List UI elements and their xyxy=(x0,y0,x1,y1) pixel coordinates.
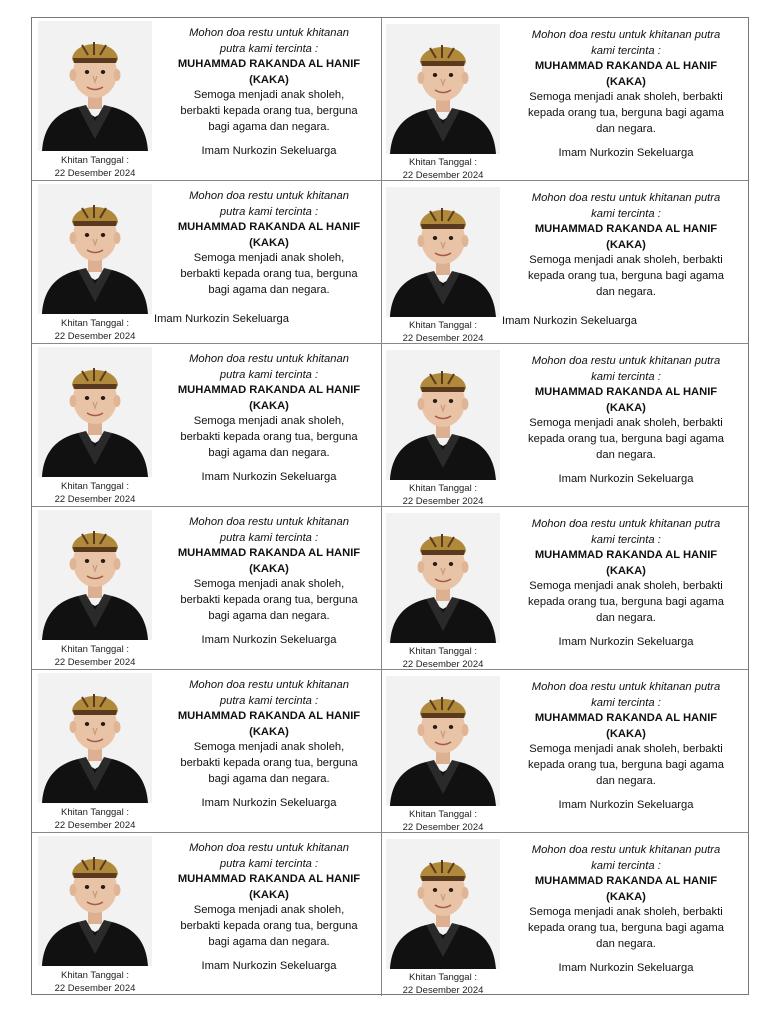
date-label: Khitan Tanggal : xyxy=(61,318,129,329)
child-name xyxy=(508,548,744,579)
card-row xyxy=(32,833,748,996)
child-portrait-icon xyxy=(386,24,500,154)
invitation-card-right xyxy=(382,18,748,180)
wish-text: Semoga menjadi anak sholeh, berbakti kepada orang tua, berguna bagi agama dan negara. xyxy=(528,580,724,624)
date-label: Khitan Tanggal : xyxy=(61,481,129,492)
child-full-name: MUHAMMAD RAKANDA AL HANIF xyxy=(177,873,361,886)
card-row xyxy=(32,507,748,670)
greeting-text: Mohon doa restu untuk khitanan putra kami tercinta : xyxy=(531,192,721,220)
child-portrait-icon xyxy=(38,21,152,151)
child-full-name: MUHAMMAD RAKANDA AL HANIF xyxy=(177,58,361,71)
date-value: 22 Desember 2024 xyxy=(54,657,136,668)
child-portrait-photo xyxy=(386,676,500,806)
greeting-text: Mohon doa restu untuk khitanan putra kami tercinta : xyxy=(531,29,721,57)
invitation-text xyxy=(154,189,378,328)
date-label: Khitan Tanggal : xyxy=(409,483,477,494)
child-nickname: (KAKA) xyxy=(606,727,646,740)
date-value: 22 Desember 2024 xyxy=(54,983,136,994)
circumcision-date xyxy=(386,156,500,182)
child-nickname: (KAKA) xyxy=(249,725,289,738)
greeting-text: Mohon doa restu untuk khitanan putra kami tercinta : xyxy=(189,842,349,870)
date-label: Khitan Tanggal : xyxy=(409,809,477,820)
date-value: 22 Desember 2024 xyxy=(54,820,136,831)
date-value: 22 Desember 2024 xyxy=(54,331,136,342)
invitation-sheet xyxy=(31,17,749,995)
child-portrait-photo xyxy=(38,836,152,966)
wish-text: Semoga menjadi anak sholeh, berbakti kepada orang tua, berguna bagi agama dan negara. xyxy=(528,254,724,298)
child-nickname: (KAKA) xyxy=(606,401,646,414)
child-portrait-photo xyxy=(38,21,152,151)
child-nickname: (KAKA) xyxy=(606,75,646,88)
family-signature: Imam Nurkozin Sekeluarga xyxy=(502,315,637,328)
child-name xyxy=(160,383,378,414)
child-portrait-icon xyxy=(386,513,500,643)
invitation-card-left xyxy=(32,833,382,996)
child-portrait-photo xyxy=(38,510,152,640)
wish-text: Semoga menjadi anak sholeh, berbakti kepada orang tua, berguna bagi agama dan negara. xyxy=(528,743,724,787)
child-nickname: (KAKA) xyxy=(606,890,646,903)
child-full-name: MUHAMMAD RAKANDA AL HANIF xyxy=(534,223,718,236)
child-full-name: MUHAMMAD RAKANDA AL HANIF xyxy=(534,386,718,399)
date-label: Khitan Tanggal : xyxy=(409,157,477,168)
child-name xyxy=(160,220,378,251)
date-value: 22 Desember 2024 xyxy=(402,985,484,996)
child-full-name: MUHAMMAD RAKANDA AL HANIF xyxy=(534,549,718,562)
invitation-text xyxy=(508,28,744,162)
child-portrait-photo xyxy=(38,673,152,803)
child-name xyxy=(508,711,744,742)
child-full-name: MUHAMMAD RAKANDA AL HANIF xyxy=(534,875,718,888)
child-portrait-photo xyxy=(386,839,500,969)
circumcision-date xyxy=(386,645,500,671)
wish-text: Semoga menjadi anak sholeh, berbakti kepada orang tua, berguna bagi agama dan negara. xyxy=(180,415,358,459)
child-full-name: MUHAMMAD RAKANDA AL HANIF xyxy=(177,710,361,723)
child-portrait-photo xyxy=(386,24,500,154)
circumcision-date xyxy=(38,806,152,832)
date-label: Khitan Tanggal : xyxy=(61,155,129,166)
child-full-name: MUHAMMAD RAKANDA AL HANIF xyxy=(177,221,361,234)
child-name xyxy=(508,385,744,416)
child-nickname: (KAKA) xyxy=(606,238,646,251)
wish-text: Semoga menjadi anak sholeh, berbakti kepada orang tua, berguna bagi agama dan negara. xyxy=(180,741,358,785)
child-name xyxy=(508,874,744,905)
greeting-text: Mohon doa restu untuk khitanan putra kami tercinta : xyxy=(189,353,349,381)
child-portrait-icon xyxy=(386,839,500,969)
child-portrait-icon xyxy=(38,673,152,803)
circumcision-date xyxy=(38,154,152,180)
invitation-card-right xyxy=(382,344,748,506)
family-signature: Imam Nurkozin Sekeluarga xyxy=(558,473,694,486)
child-portrait-icon xyxy=(38,510,152,640)
date-value: 22 Desember 2024 xyxy=(402,170,484,181)
child-portrait-photo xyxy=(38,184,152,314)
date-value: 22 Desember 2024 xyxy=(54,168,136,179)
child-name xyxy=(160,57,378,88)
invitation-card-left xyxy=(32,507,382,669)
invitation-text xyxy=(508,354,744,488)
child-portrait-icon xyxy=(386,676,500,806)
date-value: 22 Desember 2024 xyxy=(54,494,136,505)
wish-text: Semoga menjadi anak sholeh, berbakti kepada orang tua, berguna bagi agama dan negara. xyxy=(528,906,724,950)
child-portrait-icon xyxy=(38,836,152,966)
child-name xyxy=(160,872,378,903)
family-signature: Imam Nurkozin Sekeluarga xyxy=(558,799,694,812)
invitation-card-right xyxy=(382,833,748,996)
greeting-text: Mohon doa restu untuk khitanan putra kami tercinta : xyxy=(531,844,721,872)
child-nickname: (KAKA) xyxy=(249,562,289,575)
circumcision-date xyxy=(38,317,152,343)
family-signature: Imam Nurkozin Sekeluarga xyxy=(558,147,694,160)
date-label: Khitan Tanggal : xyxy=(409,646,477,657)
greeting-text: Mohon doa restu untuk khitanan putra kami tercinta : xyxy=(189,190,349,218)
greeting-text: Mohon doa restu untuk khitanan putra kami tercinta : xyxy=(189,27,349,55)
card-row xyxy=(32,181,748,344)
date-value: 22 Desember 2024 xyxy=(402,333,484,344)
circumcision-date xyxy=(386,319,500,345)
child-portrait-icon xyxy=(386,187,500,317)
circumcision-date xyxy=(386,482,500,508)
invitation-text xyxy=(160,841,378,975)
child-full-name: MUHAMMAD RAKANDA AL HANIF xyxy=(177,547,361,560)
family-signature: Imam Nurkozin Sekeluarga xyxy=(201,634,337,647)
date-value: 22 Desember 2024 xyxy=(402,822,484,833)
invitation-text xyxy=(508,843,744,977)
invitation-text xyxy=(160,678,378,812)
family-signature: Imam Nurkozin Sekeluarga xyxy=(558,636,694,649)
circumcision-date xyxy=(386,808,500,834)
wish-text: Semoga menjadi anak sholeh, berbakti kepada orang tua, berguna bagi agama dan negara. xyxy=(180,89,358,133)
circumcision-date xyxy=(38,480,152,506)
child-portrait-photo xyxy=(386,350,500,480)
family-signature: Imam Nurkozin Sekeluarga xyxy=(201,797,337,810)
wish-text: Semoga menjadi anak sholeh, berbakti kepada orang tua, berguna bagi agama dan negara. xyxy=(180,904,358,948)
invitation-text xyxy=(502,191,744,330)
invitation-text xyxy=(508,680,744,814)
circumcision-date xyxy=(386,971,500,997)
invitation-card-left xyxy=(32,670,382,832)
greeting-text: Mohon doa restu untuk khitanan putra kami tercinta : xyxy=(189,679,349,707)
child-portrait-photo xyxy=(38,347,152,477)
greeting-text: Mohon doa restu untuk khitanan putra kami tercinta : xyxy=(189,516,349,544)
wish-text: Semoga menjadi anak sholeh, berbakti kepada orang tua, berguna bagi agama dan negara. xyxy=(528,91,724,135)
child-portrait-photo xyxy=(386,513,500,643)
date-value: 22 Desember 2024 xyxy=(402,496,484,507)
invitation-card-right xyxy=(382,670,748,832)
child-portrait-photo xyxy=(386,187,500,317)
invitation-text xyxy=(508,517,744,651)
wish-text: Semoga menjadi anak sholeh, berbakti kepada orang tua, berguna bagi agama dan negara. xyxy=(180,252,358,296)
invitation-card-left xyxy=(32,344,382,506)
greeting-text: Mohon doa restu untuk khitanan putra kami tercinta : xyxy=(531,681,721,709)
child-portrait-icon xyxy=(38,347,152,477)
invitation-card-left xyxy=(32,181,382,343)
child-full-name: MUHAMMAD RAKANDA AL HANIF xyxy=(534,712,718,725)
date-value: 22 Desember 2024 xyxy=(402,659,484,670)
invitation-text xyxy=(160,26,378,160)
card-row xyxy=(32,344,748,507)
child-nickname: (KAKA) xyxy=(249,236,289,249)
child-nickname: (KAKA) xyxy=(249,73,289,86)
child-name xyxy=(160,546,378,577)
wish-text: Semoga menjadi anak sholeh, berbakti kepada orang tua, berguna bagi agama dan negara. xyxy=(528,417,724,461)
child-portrait-icon xyxy=(38,184,152,314)
card-row xyxy=(32,670,748,833)
child-name xyxy=(508,59,744,90)
circumcision-date xyxy=(38,969,152,995)
child-full-name: MUHAMMAD RAKANDA AL HANIF xyxy=(534,60,718,73)
card-row xyxy=(32,18,748,181)
invitation-card-left xyxy=(32,18,382,180)
greeting-text: Mohon doa restu untuk khitanan putra kami tercinta : xyxy=(531,518,721,546)
date-label: Khitan Tanggal : xyxy=(61,807,129,818)
date-label: Khitan Tanggal : xyxy=(409,972,477,983)
child-nickname: (KAKA) xyxy=(606,564,646,577)
wish-text: Semoga menjadi anak sholeh, berbakti kepada orang tua, berguna bagi agama dan negara. xyxy=(180,578,358,622)
circumcision-date xyxy=(38,643,152,669)
invitation-card-right xyxy=(382,181,748,343)
family-signature: Imam Nurkozin Sekeluarga xyxy=(201,471,337,484)
child-nickname: (KAKA) xyxy=(249,888,289,901)
date-label: Khitan Tanggal : xyxy=(61,970,129,981)
family-signature: Imam Nurkozin Sekeluarga xyxy=(154,313,289,326)
greeting-text: Mohon doa restu untuk khitanan putra kami tercinta : xyxy=(531,355,721,383)
child-name xyxy=(160,709,378,740)
date-label: Khitan Tanggal : xyxy=(409,320,477,331)
child-full-name: MUHAMMAD RAKANDA AL HANIF xyxy=(177,384,361,397)
family-signature: Imam Nurkozin Sekeluarga xyxy=(558,962,694,975)
child-nickname: (KAKA) xyxy=(249,399,289,412)
invitation-text xyxy=(160,515,378,649)
child-portrait-icon xyxy=(386,350,500,480)
invitation-text xyxy=(160,352,378,486)
family-signature: Imam Nurkozin Sekeluarga xyxy=(201,145,337,158)
date-label: Khitan Tanggal : xyxy=(61,644,129,655)
invitation-card-right xyxy=(382,507,748,669)
family-signature: Imam Nurkozin Sekeluarga xyxy=(201,960,337,973)
child-name xyxy=(508,222,744,253)
